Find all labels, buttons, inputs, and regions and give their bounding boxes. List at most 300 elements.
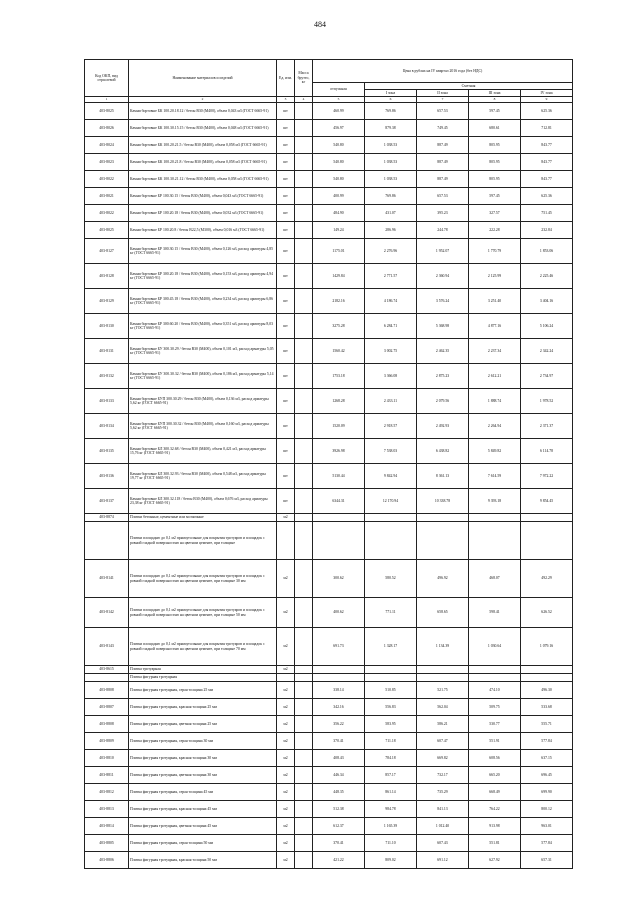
row-code <box>85 522 129 560</box>
row-zone-2-price: 735.29 <box>417 784 469 801</box>
row-zone-1-price: 711.18 <box>365 733 417 750</box>
row-mass <box>295 628 313 666</box>
row-release-price: 691.73 <box>313 628 365 666</box>
row-zone-3-price: 9 393.18 <box>469 489 521 514</box>
table-row <box>85 767 573 784</box>
row-unit: м2 <box>277 733 295 750</box>
row-unit: шт <box>277 137 295 154</box>
table-row <box>85 598 573 628</box>
row-zone-3-price: 2 264.94 <box>469 414 521 439</box>
row-zone-1-price: 984.78 <box>365 801 417 818</box>
row-mass <box>295 239 313 264</box>
row-unit: м2 <box>277 767 295 784</box>
row-code: 403-8142 <box>85 598 129 628</box>
row-zone-4-price <box>521 522 573 560</box>
row-release-price: 484.90 <box>313 205 365 222</box>
row-zone-3-price: 805.95 <box>469 137 521 154</box>
row-mass <box>295 767 313 784</box>
row-name: Камни бортовые БР 100.20.18 / бетон В30 (М400), объем 0,032 м3 (ГОСТ 6665-91) <box>129 205 277 222</box>
row-code: 403-8615 <box>85 666 129 674</box>
row-zone-4-price: 625.36 <box>521 188 573 205</box>
row-code: 403-8025 <box>85 103 129 120</box>
row-unit: м2 <box>277 750 295 767</box>
row-code: 403-8131 <box>85 339 129 364</box>
row-unit: шт <box>277 188 295 205</box>
row-zone-2-price: 607.43 <box>417 835 469 852</box>
row-zone-1-price: 7 538.03 <box>365 439 417 464</box>
row-zone-1-price: 1 328.17 <box>365 628 417 666</box>
row-release-price: 1268.28 <box>313 389 365 414</box>
row-zone-2-price: 607.47 <box>417 733 469 750</box>
row-zone-4-price: 696.45 <box>521 767 573 784</box>
row-zone-3-price: 1 770.79 <box>469 239 521 264</box>
row-unit: м2 <box>277 801 295 818</box>
row-code: 403-8141 <box>85 560 129 598</box>
row-zone-3-price: 2 237.34 <box>469 339 521 364</box>
row-zone-2-price: 732.17 <box>417 767 469 784</box>
table-row <box>85 222 573 239</box>
row-mass <box>295 682 313 699</box>
row-mass <box>295 205 313 222</box>
row-zone-4-price: 232.84 <box>521 222 573 239</box>
row-zone-1-price: 2 433.11 <box>365 389 417 414</box>
row-zone-4-price: 800.12 <box>521 801 573 818</box>
column-number: 8 <box>469 97 521 103</box>
row-release-price: 1560.42 <box>313 339 365 364</box>
row-zone-1-price: 431.07 <box>365 205 417 222</box>
price-table <box>84 59 573 869</box>
row-mass <box>295 522 313 560</box>
row-name: Плитка фигурная тротуарная, серая толщина 30 мм <box>129 733 277 750</box>
column-number: 1 <box>85 97 129 103</box>
row-zone-1-price: 1 038.53 <box>365 137 417 154</box>
row-unit: м2 <box>277 682 295 699</box>
row-unit: шт <box>277 389 295 414</box>
row-zone-3-price: 668.49 <box>469 784 521 801</box>
row-zone-2-price: 658.65 <box>417 598 469 628</box>
row-zone-2-price <box>417 514 469 522</box>
table-row <box>85 716 573 733</box>
row-name: Плитка фигурная тротуарная, цветная толщина 25 мм <box>129 716 277 733</box>
row-zone-3-price: 764.22 <box>469 801 521 818</box>
row-release-price <box>313 514 365 522</box>
row-zone-1-price: 3 002.75 <box>365 339 417 364</box>
row-zone-1-price: 784.18 <box>365 750 417 767</box>
row-zone-3-price: 665.20 <box>469 767 521 784</box>
row-code: 403-8021 <box>85 188 129 205</box>
row-code: 403-8023 <box>85 154 129 171</box>
row-name: Плитка фигурная тротуарная, серая толщина 45 мм <box>129 784 277 801</box>
row-zone-3-price: 1 030.64 <box>469 628 521 666</box>
row-zone-1-price: 861.14 <box>365 784 417 801</box>
row-zone-4-price: 625.36 <box>521 103 573 120</box>
row-zone-2-price: 1 012.40 <box>417 818 469 835</box>
table-row <box>85 464 573 489</box>
row-mass <box>295 560 313 598</box>
row-name: Плитка фигурная тротуарная, красная толщина 45 мм <box>129 801 277 818</box>
row-name: Камни бортовые БЛ 300.32.118 / бетон В30 (М400), объем 0,676 м3, расход арматуры 23,38 кг (ГОСТ 6665-91) <box>129 489 277 514</box>
row-release-price: 400.99 <box>313 188 365 205</box>
row-zone-4-price: 492.29 <box>521 560 573 598</box>
table-row <box>85 171 573 188</box>
row-name: Камни бортовые БК 100.20.21.5 / бетон В30 (М400), объем 0,058 м3 (ГОСТ 6665-91) <box>129 137 277 154</box>
row-unit: м2 <box>277 598 295 628</box>
row-name: Камни бортовые БР 100.30.15 / бетон В30 (М400), объем 0,043 м3 (ГОСТ 6665-91) <box>129 188 277 205</box>
row-zone-4-price: 1 978.52 <box>521 389 573 414</box>
row-zone-1-price: 2 771.57 <box>365 264 417 289</box>
row-zone-2-price: 887.49 <box>417 171 469 188</box>
row-zone-4-price: 1 853.06 <box>521 239 573 264</box>
row-release-price: 446.34 <box>313 767 365 784</box>
row-zone-3-price: 4 877.16 <box>469 314 521 339</box>
row-code: 403-8137 <box>85 489 129 514</box>
row-zone-2-price: 6 438.82 <box>417 439 469 464</box>
table-row <box>85 835 573 852</box>
row-mass <box>295 137 313 154</box>
row-zone-2-price: 10 338.78 <box>417 489 469 514</box>
row-unit: м2 <box>277 852 295 869</box>
row-unit: м2 <box>277 699 295 716</box>
row-release-price: 3275.28 <box>313 314 365 339</box>
row-unit: м2 <box>277 716 295 733</box>
row-mass <box>295 103 313 120</box>
row-zone-2-price: 2 079.56 <box>417 389 469 414</box>
row-zone-1-price: 583.95 <box>365 716 417 733</box>
row-mass <box>295 314 313 339</box>
row-zone-1-price: 580.52 <box>365 560 417 598</box>
row-zone-4-price: 2 225.46 <box>521 264 573 289</box>
row-zone-2-price: 657.53 <box>417 103 469 120</box>
row-mass <box>295 716 313 733</box>
row-unit: шт <box>277 489 295 514</box>
row-unit: шт <box>277 103 295 120</box>
row-release-price: 400.62 <box>313 598 365 628</box>
row-code: 403-8807 <box>85 699 129 716</box>
row-zone-2-price <box>417 674 469 682</box>
row-mass <box>295 699 313 716</box>
row-unit: шт <box>277 439 295 464</box>
table-row <box>85 628 573 666</box>
row-code: 403-8143 <box>85 628 129 666</box>
row-name: Плитка фигурная тротуарная <box>129 674 277 682</box>
row-name: Камни бортовые БР 300.45.18 / бетон В30 (М400), объем 0,234 м3, расход арматуры 6,86 кг (ГОСТ 6665-91) <box>129 289 277 314</box>
row-zone-4-price: 6 114.78 <box>521 439 573 464</box>
table-row <box>85 264 573 289</box>
row-release-price <box>313 522 365 560</box>
row-name: Плитки площадью до 0,1 м2 прямоугольные для покрытия тротуаров и площадок с ровной гладкой поверхностью на цветном цементе, при толщине 50 мм <box>129 598 277 628</box>
row-mass <box>295 289 313 314</box>
row-unit: шт <box>277 222 295 239</box>
row-mass <box>295 264 313 289</box>
row-release-price: 356.22 <box>313 716 365 733</box>
row-zone-1-price: 879.38 <box>365 120 417 137</box>
column-number: 5 <box>313 97 365 103</box>
row-unit: шт <box>277 239 295 264</box>
row-zone-4-price: 5 106.24 <box>521 314 573 339</box>
table-row <box>85 818 573 835</box>
row-zone-1-price: 711.10 <box>365 835 417 852</box>
row-release-price: 456.97 <box>313 120 365 137</box>
row-code: 403-8128 <box>85 264 129 289</box>
row-unit: шт <box>277 120 295 137</box>
table-row <box>85 560 573 598</box>
row-release-price: 5130.44 <box>313 464 365 489</box>
row-zone-4-price: 577.84 <box>521 733 573 750</box>
row-name: Камни бортовые БУ 300.30.29 / бетон В30 (М400), объем 0,101 м3, расход арматуры 5,05 кг (ГОСТ 6665-91) <box>129 339 277 364</box>
row-zone-3-price: 2 125.99 <box>469 264 521 289</box>
row-mass <box>295 188 313 205</box>
row-name: Плитки площадью до 0,1 м2 прямоугольные для покрытия тротуаров и площадок с ровной гладкой поверхностью на цветном цементе, при толщине 70 мм <box>129 628 277 666</box>
row-release-price: 338.14 <box>313 682 365 699</box>
row-unit: шт <box>277 364 295 389</box>
column-number: 4 <box>295 97 313 103</box>
table-row <box>85 389 573 414</box>
table-row <box>85 154 573 171</box>
row-zone-1-price <box>365 514 417 522</box>
row-unit: м2 <box>277 818 295 835</box>
row-code: 403-8133 <box>85 389 129 414</box>
row-mass <box>295 489 313 514</box>
row-zone-3-price: 805.95 <box>469 171 521 188</box>
row-code: 403-8808 <box>85 716 129 733</box>
row-zone-4-price: 657.31 <box>521 852 573 869</box>
row-unit: шт <box>277 205 295 222</box>
row-zone-2-price: 2 360.94 <box>417 264 469 289</box>
row-name: Плитки бетонные, цементные или мозаичные <box>129 514 277 522</box>
row-release-price: 421.22 <box>313 852 365 869</box>
row-zone-3-price: 597.45 <box>469 103 521 120</box>
row-zone-2-price: 1 952.07 <box>417 239 469 264</box>
row-zone-2-price: 749.45 <box>417 120 469 137</box>
table-row <box>85 339 573 364</box>
row-zone-1-price: 769.86 <box>365 188 417 205</box>
row-zone-1-price: 1 165.39 <box>365 818 417 835</box>
row-zone-4-price: 637.15 <box>521 750 573 767</box>
row-zone-2-price: 496.92 <box>417 560 469 598</box>
row-mass <box>295 514 313 522</box>
row-zone-3-price <box>469 666 521 674</box>
row-unit: шт <box>277 314 295 339</box>
row-release-price: 1520.09 <box>313 414 365 439</box>
row-zone-4-price: 533.68 <box>521 699 573 716</box>
table-row <box>85 439 573 464</box>
row-release-price: 300.62 <box>313 560 365 598</box>
row-release-price: 408.43 <box>313 750 365 767</box>
row-zone-2-price: 3 576.24 <box>417 289 469 314</box>
header-unit: Ед. изм. <box>277 60 295 97</box>
row-zone-4-price: 843.77 <box>521 137 573 154</box>
row-code: 403-8810 <box>85 750 129 767</box>
row-mass <box>295 598 313 628</box>
row-zone-3-price: 327.57 <box>469 205 521 222</box>
row-release-price: 612.37 <box>313 818 365 835</box>
row-name: Плитка фигурная тротуарная, красная толщина 30 мм <box>129 750 277 767</box>
row-zone-1-price: 12 170.94 <box>365 489 417 514</box>
table-row <box>85 103 573 120</box>
row-mass <box>295 801 313 818</box>
row-code: 403-8136 <box>85 464 129 489</box>
table-row <box>85 489 573 514</box>
table-row <box>85 801 573 818</box>
row-zone-1-price: 556.83 <box>365 699 417 716</box>
row-mass <box>295 666 313 674</box>
row-zone-4-price: 577.84 <box>521 835 573 852</box>
row-zone-3-price: 222.28 <box>469 222 521 239</box>
column-number: 3 <box>277 97 295 103</box>
table-row <box>85 120 573 137</box>
row-zone-3-price: 680.61 <box>469 120 521 137</box>
row-code: 403-8809 <box>85 733 129 750</box>
table-body <box>85 103 573 869</box>
row-release-price: 448.35 <box>313 784 365 801</box>
row-zone-3-price <box>469 522 521 560</box>
row-code: 403-8022 <box>85 205 129 222</box>
row-release-price: 149.24 <box>313 222 365 239</box>
row-zone-4-price: 751.45 <box>521 205 573 222</box>
table-row <box>85 414 573 439</box>
row-zone-2-price: 521.75 <box>417 682 469 699</box>
row-name: Плитка фигурная тротуарная, красная толщина 50 мм <box>129 852 277 869</box>
row-zone-2-price: 5 368.98 <box>417 314 469 339</box>
row-zone-2-price <box>417 522 469 560</box>
row-code: 403-8129 <box>85 289 129 314</box>
row-zone-1-price <box>365 522 417 560</box>
row-zone-3-price: 468.07 <box>469 560 521 598</box>
row-name: Плитка тротуарная <box>129 666 277 674</box>
table-row <box>85 699 573 716</box>
header-zone-1: I зона <box>365 90 417 97</box>
row-name: Камни бортовые БК 100.20.21.8 / бетон В30 (М400), объем 0,058 м3 (ГОСТ 6665-91) <box>129 154 277 171</box>
table-row <box>85 784 573 801</box>
table-row <box>85 522 573 560</box>
row-code: 403-8812 <box>85 784 129 801</box>
row-zone-4-price: 1 079.16 <box>521 628 573 666</box>
row-name: Камни бортовые БК 100.20.18.12 / бетон В30 (М400), объем 0,043 м3 (ГОСТ 6665-91) <box>129 103 277 120</box>
row-unit: шт <box>277 171 295 188</box>
row-zone-3-price: 474.10 <box>469 682 521 699</box>
table-row <box>85 205 573 222</box>
row-code: 403-8811 <box>85 767 129 784</box>
row-mass <box>295 733 313 750</box>
row-code: 403-8026 <box>85 120 129 137</box>
table-row <box>85 733 573 750</box>
row-zone-4-price <box>521 674 573 682</box>
row-zone-1-price: 2 918.57 <box>365 414 417 439</box>
row-unit <box>277 674 295 682</box>
row-mass <box>295 339 313 364</box>
row-release-price: 1175.01 <box>313 239 365 264</box>
row-name: Камни бортовые БУП 300.30.29 / бетон В30 (М400), объем 0,136 м3, расход арматуры 5,62 кг (ГОСТ 6665-91) <box>129 389 277 414</box>
row-unit: шт <box>277 154 295 171</box>
row-name: Камни бортовые БЛ 300.32.68 / бетон В30 (М400), объем 0,421 м3, расход арматуры 15,76 кг (ГОСТ 6665-91) <box>129 439 277 464</box>
row-unit: м2 <box>277 560 295 598</box>
table-row <box>85 188 573 205</box>
row-code: 403-8806 <box>85 852 129 869</box>
row-code: 403-8808 <box>85 682 129 699</box>
row-zone-4-price: 496.30 <box>521 682 573 699</box>
row-unit: м2 <box>277 514 295 522</box>
row-zone-4-price: 9 854.45 <box>521 489 573 514</box>
table-row <box>85 682 573 699</box>
row-zone-1-price: 4 186.74 <box>365 289 417 314</box>
row-name: Камни бортовые БУП 300.30.32 / бетон В30 (М400), объем 0,160 м3, расход арматуры 5,62 кг (ГОСТ 6665-91) <box>129 414 277 439</box>
row-code: 403-8135 <box>85 439 129 464</box>
row-zone-2-price: 887.49 <box>417 137 469 154</box>
row-unit: м2 <box>277 784 295 801</box>
row-zone-3-price: 5 849.82 <box>469 439 521 464</box>
row-zone-1-price: 2 276.96 <box>365 239 417 264</box>
row-release-price: 460.99 <box>313 103 365 120</box>
row-release-price <box>313 666 365 674</box>
row-mass <box>295 414 313 439</box>
table-row <box>85 852 573 869</box>
row-zone-1-price: 769.86 <box>365 103 417 120</box>
row-zone-2-price: 669.82 <box>417 750 469 767</box>
row-code: 403-8134 <box>85 414 129 439</box>
row-zone-4-price: 712.81 <box>521 120 573 137</box>
row-code: 403-8025 <box>85 222 129 239</box>
row-name: Камни бортовые БЛ 300.32.93 / бетон В30 (М400), объем 0,548 м3, расход арматуры 19,77 кг (ГОСТ 6665-91) <box>129 464 277 489</box>
row-zone-1-price <box>365 666 417 674</box>
row-zone-4-price: 699.90 <box>521 784 573 801</box>
row-zone-3-price: 1 888.74 <box>469 389 521 414</box>
row-zone-4-price: 555.71 <box>521 716 573 733</box>
row-zone-4-price: 843.77 <box>521 171 573 188</box>
row-zone-2-price: 2 875.23 <box>417 364 469 389</box>
header-mass: Масса брутто, кг <box>295 60 313 97</box>
row-release-price: 1429.84 <box>313 264 365 289</box>
column-number: 6 <box>365 97 417 103</box>
row-zone-3-price: 551.81 <box>469 835 521 852</box>
row-code: 403-8874 <box>85 514 129 522</box>
row-release-price: 3926.98 <box>313 439 365 464</box>
row-zone-4-price: 626.52 <box>521 598 573 628</box>
row-name: Плитка фигурная тротуарная, цветная толщина 30 мм <box>129 767 277 784</box>
row-mass <box>295 171 313 188</box>
table-row <box>85 239 573 264</box>
row-zone-3-price: 597.45 <box>469 188 521 205</box>
section-row <box>85 666 573 674</box>
row-mass <box>295 835 313 852</box>
table-row <box>85 364 573 389</box>
row-zone-2-price: 841.13 <box>417 801 469 818</box>
row-code: 403-8024 <box>85 137 129 154</box>
row-zone-3-price: 598.41 <box>469 598 521 628</box>
row-name: Плитка фигурная тротуарная, серая толщина 50 мм <box>129 835 277 852</box>
row-zone-3-price <box>469 514 521 522</box>
row-unit: шт <box>277 264 295 289</box>
row-mass <box>295 389 313 414</box>
row-name: Плитки площадью до 0,1 м2 прямоугольные для покрытия тротуаров и площадок с ровной гладкой поверхностью на цветном цементе, при толщине 30 мм <box>129 560 277 598</box>
row-unit: шт <box>277 414 295 439</box>
row-code: 403-8130 <box>85 314 129 339</box>
row-zone-4-price: 843.77 <box>521 154 573 171</box>
row-release-price: 342.16 <box>313 699 365 716</box>
row-zone-3-price <box>469 674 521 682</box>
row-zone-2-price: 2 492.93 <box>417 414 469 439</box>
row-unit: м2 <box>277 666 295 674</box>
header-name: Наименование материалов и изделий <box>129 60 277 97</box>
row-mass <box>295 852 313 869</box>
row-code: 403-8813 <box>85 801 129 818</box>
row-zone-2-price <box>417 666 469 674</box>
row-zone-4-price <box>521 514 573 522</box>
row-name: Плитка фигурная тротуарная, цветная толщина 45 мм <box>129 818 277 835</box>
row-mass <box>295 674 313 682</box>
row-zone-3-price: 3 251.40 <box>469 289 521 314</box>
row-zone-3-price: 509.75 <box>469 699 521 716</box>
row-zone-2-price: 2 462.35 <box>417 339 469 364</box>
